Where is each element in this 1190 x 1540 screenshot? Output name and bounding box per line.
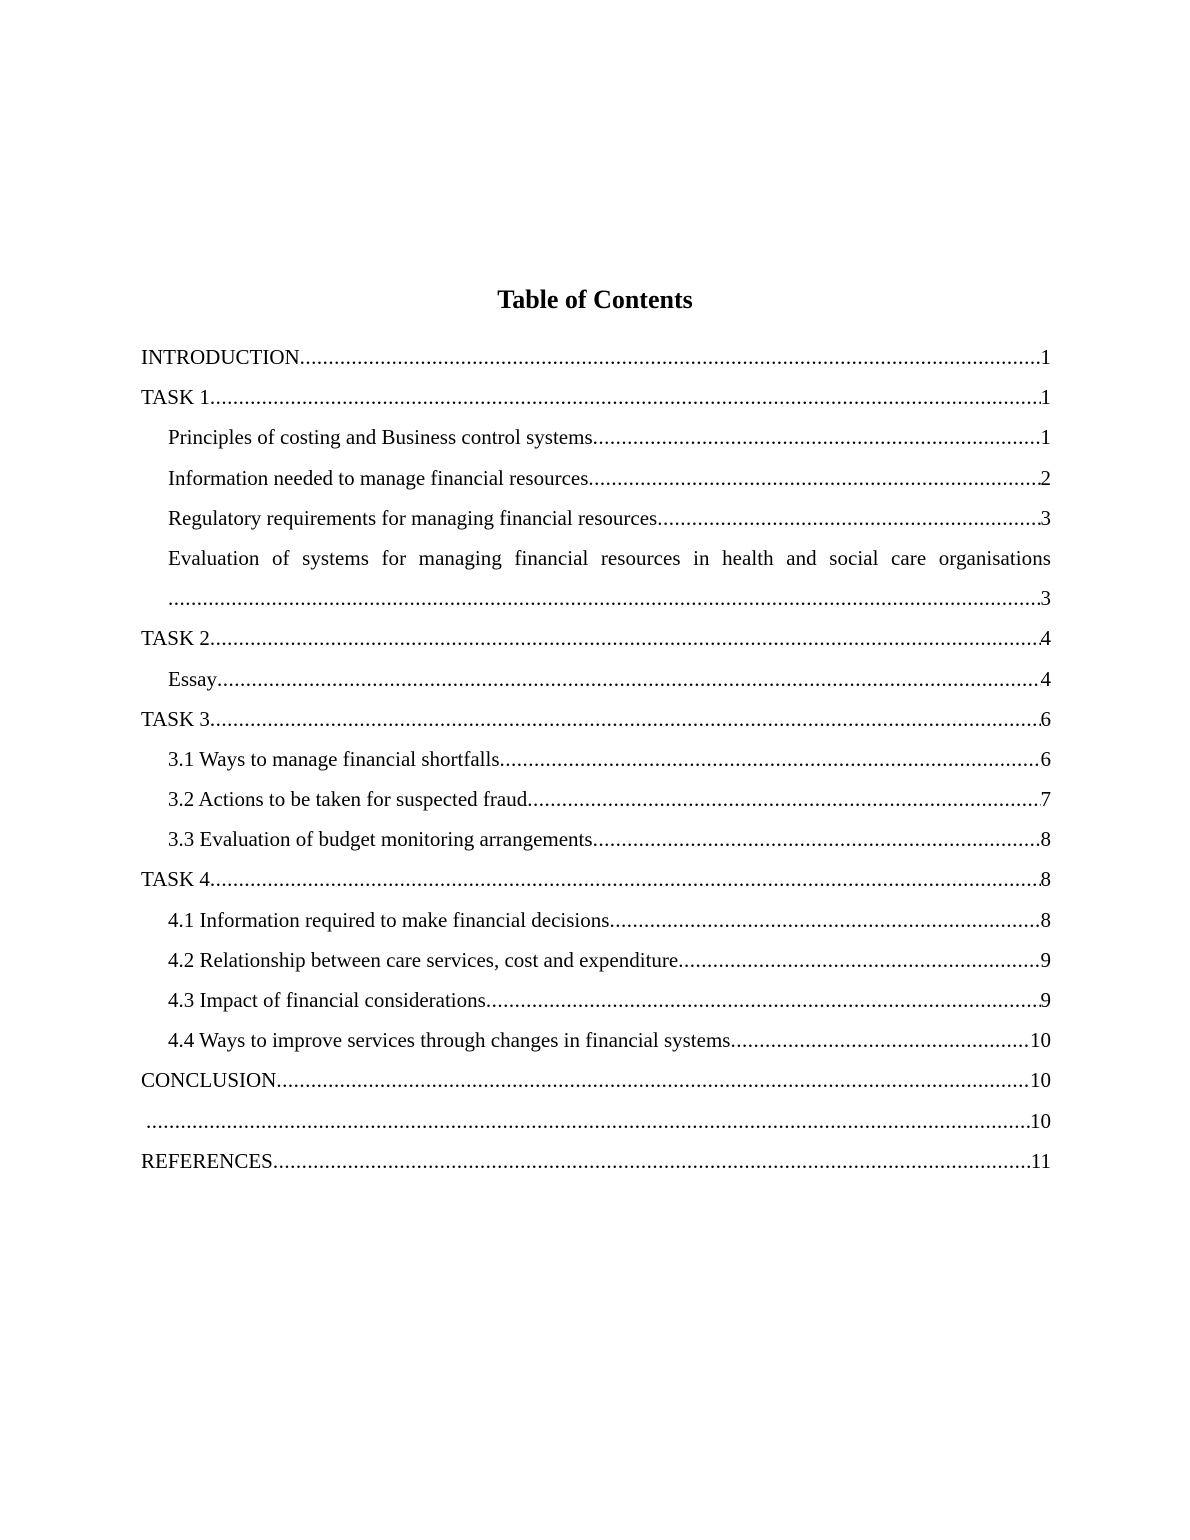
- toc-entry-principles-of-costing[interactable]: [141, 417, 1051, 457]
- toc-entry-page: 3: [1040, 586, 1051, 611]
- dot-leader: [210, 699, 1041, 739]
- toc-entry-4-4[interactable]: [141, 1020, 1051, 1060]
- toc-entry-page: 10: [1030, 1068, 1051, 1093]
- toc-entry-3-2[interactable]: [141, 779, 1051, 819]
- toc-entry-task-4[interactable]: [141, 859, 1051, 899]
- toc-title: Table of Contents: [497, 285, 693, 314]
- toc-entry-page: 4: [1040, 626, 1051, 651]
- toc-entry-page: 10: [1030, 1028, 1051, 1053]
- dot-leader: [300, 337, 1041, 377]
- toc-entry-task-2[interactable]: [141, 618, 1051, 658]
- dot-leader: [593, 417, 1041, 457]
- toc-entry-introduction[interactable]: [141, 337, 1051, 377]
- dot-leader: [657, 498, 1040, 538]
- toc-entry-page: 2: [1040, 465, 1051, 490]
- toc-entry-references[interactable]: [141, 1141, 1051, 1181]
- toc-entry-label: TASK 4: [141, 867, 210, 892]
- toc-entry-page: 11: [1030, 1148, 1051, 1173]
- toc-entry-page: 8: [1040, 827, 1051, 852]
- toc-entry-label: Essay: [168, 666, 217, 691]
- toc-entry-label: Information needed to manage financial resources: [168, 465, 589, 490]
- toc-entry-page: 1: [1040, 345, 1051, 369]
- toc-entry-3-3[interactable]: [141, 819, 1051, 859]
- toc-entry-page: 8: [1040, 867, 1051, 892]
- toc-entry-task-3[interactable]: [141, 699, 1051, 739]
- dot-leader: [527, 779, 1040, 819]
- toc-entry-page: 1: [1040, 425, 1051, 450]
- dot-leader: [217, 659, 1041, 699]
- toc-entry-label: 4.3 Impact of financial considerations: [168, 988, 486, 1012]
- dot-leader: [500, 739, 1041, 779]
- toc-entry-4-1[interactable]: [141, 900, 1051, 940]
- toc-entry-page: 10: [1030, 1108, 1051, 1133]
- toc-entry-untitled[interactable]: [141, 1101, 1051, 1141]
- toc-entry-page: 9: [1040, 947, 1051, 972]
- toc-entry-page: 8: [1040, 907, 1051, 932]
- dot-leader: [588, 458, 1040, 498]
- dot-leader: [210, 618, 1041, 658]
- toc-entry-page: 6: [1040, 746, 1051, 771]
- dot-leader: [210, 859, 1041, 899]
- toc-entry-3-1[interactable]: [141, 739, 1051, 779]
- dot-leader: [273, 1141, 1031, 1181]
- toc-entry-4-2[interactable]: [141, 940, 1051, 980]
- dot-leader: [146, 1101, 1030, 1141]
- toc-entry-information-needed[interactable]: [141, 458, 1051, 498]
- dot-leader: [593, 819, 1041, 859]
- toc-entry-label: Evaluation of systems for managing financial resources in health and social care organisations: [168, 545, 1051, 570]
- toc-entry-label: Principles of costing and Business control systems: [168, 425, 593, 450]
- toc-entry-page: 1: [1040, 385, 1051, 410]
- toc-entry-label: TASK 2: [141, 626, 210, 651]
- toc-entry-label: Regulatory requirements for managing financial resources: [168, 505, 658, 530]
- toc-entry-continuation: [168, 578, 1051, 618]
- toc-entry-label: 4.2 Relationship between care services, cost and expenditure: [168, 947, 679, 972]
- toc-entry-label: 4.1 Information required to make financial decisions: [168, 907, 610, 932]
- toc-entry-label: TASK 1: [141, 385, 210, 410]
- toc-entry-label: 4.4 Ways to improve services through changes in financial systems: [168, 1028, 731, 1053]
- toc-entry-label: INTRODUCTION: [141, 345, 300, 369]
- toc-entry-label: 3.2 Actions to be taken for suspected fraud: [168, 787, 528, 812]
- toc-entry-label: 3.1 Ways to manage financial shortfalls: [168, 746, 500, 771]
- toc-entry-evaluation-of-systems[interactable]: [141, 538, 1051, 618]
- table-of-contents: [141, 337, 1051, 1181]
- dot-leader: [210, 377, 1041, 417]
- toc-entry-page: 6: [1040, 706, 1051, 731]
- toc-entry-conclusion[interactable]: [141, 1060, 1051, 1100]
- toc-entry-task-1[interactable]: [141, 377, 1051, 417]
- dot-leader: [609, 900, 1040, 940]
- dot-leader: [276, 1060, 1030, 1100]
- toc-entry-page: 9: [1040, 988, 1051, 1012]
- toc-entry-label: TASK 3: [141, 706, 210, 731]
- toc-entry-4-3[interactable]: [141, 980, 1051, 1020]
- dot-leader: [486, 980, 1041, 1020]
- toc-entry-essay[interactable]: [141, 659, 1051, 699]
- toc-entry-label: CONCLUSION: [141, 1068, 277, 1093]
- dot-leader: [730, 1020, 1030, 1060]
- toc-entry-page: 4: [1040, 666, 1051, 691]
- toc-entry-label: REFERENCES: [141, 1148, 273, 1173]
- dot-leader: [168, 578, 1041, 618]
- toc-entry-page: 7: [1040, 787, 1051, 812]
- toc-entry-regulatory-requirements[interactable]: [141, 498, 1051, 538]
- dot-leader: [678, 940, 1040, 980]
- toc-entry-label: 3.3 Evaluation of budget monitoring arrangements: [168, 827, 593, 852]
- toc-entry-page: 3: [1040, 505, 1051, 530]
